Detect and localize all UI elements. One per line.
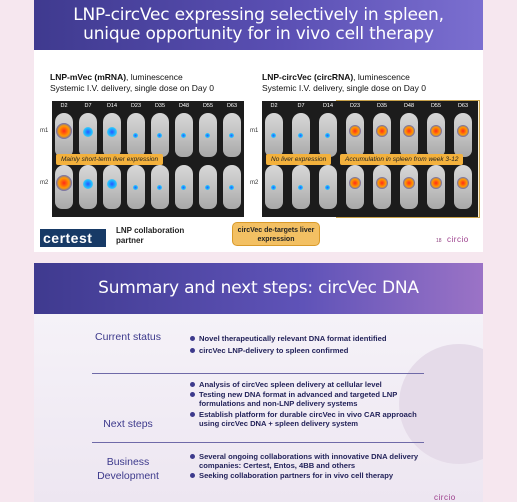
luminescence-spot (181, 185, 186, 190)
right-row-label-m1: m1 (250, 128, 259, 134)
day-label: D2 (60, 103, 68, 109)
mouse-image (55, 113, 73, 157)
luminescence-spot (349, 125, 361, 137)
day-label: D23 (349, 103, 361, 109)
mouse-image (265, 113, 283, 157)
luminescence-spot (403, 125, 415, 137)
slide2-title: Summary and next steps: circVec DNA (34, 263, 483, 314)
day-label: D35 (154, 103, 166, 109)
mouse-image (427, 165, 445, 209)
luminescence-spot (403, 177, 415, 189)
day-label: D63 (457, 103, 469, 109)
right-panel-name: LNP-circVec (circRNA) (262, 72, 354, 82)
mouse-image (223, 113, 241, 157)
right-panel-tag-no-liver: No liver expression (266, 154, 331, 165)
mouse-image (400, 165, 418, 209)
section-divider (92, 373, 424, 374)
section-label-business-development: Business Development (97, 456, 159, 482)
left-panel-heading (50, 72, 214, 94)
section-label-next-steps: Next steps (103, 418, 153, 430)
luminescence-spot (83, 127, 93, 137)
left-panel-name: LNP-mVec (mRNA) (50, 72, 127, 82)
mouse-image (292, 165, 310, 209)
luminescence-spot (56, 175, 72, 191)
luminescence-spot (298, 185, 303, 190)
left-panel-suffix: , luminescence (126, 72, 183, 82)
mouse-image (427, 113, 445, 157)
slide1-title-line1: LNP-circVec expressing selectively in spleen, (73, 5, 444, 25)
section-items-next-steps (190, 380, 424, 428)
list-item: Several ongoing collaborations with innovative DNA delivery companies: Certest, Entos, 4BB and others (190, 452, 430, 470)
day-label: D55 (430, 103, 442, 109)
left-panel-tag: Mainly short-term liver expression (56, 154, 163, 165)
left-panel-subtitle: Systemic I.V. delivery, single dose on Day 0 (50, 83, 214, 93)
mouse-image (127, 113, 145, 157)
mouse-image (151, 113, 169, 157)
right-row-label-m2: m2 (250, 180, 259, 186)
luminescence-spot (205, 185, 210, 190)
day-label: D63 (226, 103, 238, 109)
luminescence-spot (107, 179, 117, 189)
luminescence-spot (107, 127, 117, 137)
mouse-image (103, 113, 121, 157)
day-label: D48 (178, 103, 190, 109)
luminescence-spot (56, 123, 72, 139)
certest-logo: certest (40, 229, 106, 247)
mouse-image (199, 165, 217, 209)
luminescence-spot (376, 125, 388, 137)
right-panel-subtitle: Systemic I.V. delivery, single dose on Day 0 (262, 83, 426, 93)
luminescence-spot (83, 179, 93, 189)
mouse-image (151, 165, 169, 209)
day-label: D55 (202, 103, 214, 109)
circio-brand-logo: circio (447, 235, 469, 244)
luminescence-spot (457, 125, 469, 137)
luminescence-spot (430, 125, 442, 137)
slide1-title-banner (34, 0, 483, 50)
list-item: Seeking collaboration partners for in vivo cell therapy (190, 471, 430, 480)
section-divider (92, 442, 424, 443)
mouse-image (292, 113, 310, 157)
day-label: D35 (376, 103, 388, 109)
logo-caption: LNP collaboration partner (116, 226, 185, 245)
mouse-image (103, 165, 121, 209)
luminescence-spot (271, 133, 276, 138)
list-item: Testing new DNA format in advanced and targeted LNP formulations and non-LNP delivery systems (190, 390, 424, 408)
section-items-current-status (190, 334, 440, 355)
left-row-label-m2: m2 (40, 180, 49, 186)
mouse-image (454, 113, 472, 157)
mouse-image (223, 165, 241, 209)
day-label: D48 (403, 103, 415, 109)
slide-lnp-circvec (34, 0, 483, 252)
mouse-image (265, 165, 283, 209)
mouse-image (199, 113, 217, 157)
mouse-image (346, 113, 364, 157)
list-item: Analysis of circVec spleen delivery at cellular level (190, 380, 424, 389)
luminescence-spot (229, 133, 234, 138)
mouse-image (319, 165, 337, 209)
mouse-image (400, 113, 418, 157)
day-label: D14 (322, 103, 334, 109)
day-label: D14 (106, 103, 118, 109)
page-number: 18 (436, 238, 442, 244)
right-panel-tag-spleen: Accumulation in spleen from week 3-12 (340, 154, 463, 165)
mouse-image (373, 165, 391, 209)
right-panel-heading (262, 72, 426, 94)
luminescence-spot (181, 133, 186, 138)
list-item: Establish platform for durable circVec in vivo CAR approach using circVec DNA + spleen delivery system (190, 410, 424, 428)
mouse-image (55, 165, 73, 209)
day-label: D7 (84, 103, 92, 109)
luminescence-spot (133, 133, 138, 138)
luminescence-spot (457, 177, 469, 189)
section-items-business-development (190, 452, 430, 481)
day-label: D2 (270, 103, 278, 109)
list-item: Novel therapeutically relevant DNA format identified (190, 334, 440, 343)
slide1-title-line2: unique opportunity for in vivo cell therapy (83, 24, 434, 44)
mouse-image (175, 165, 193, 209)
luminescence-spot (349, 177, 361, 189)
luminescence-spot (205, 133, 210, 138)
luminescence-spot (298, 133, 303, 138)
slide-summary (34, 263, 483, 502)
mouse-image (454, 165, 472, 209)
luminescence-spot (271, 185, 276, 190)
luminescence-spot (229, 185, 234, 190)
luminescence-spot (325, 133, 330, 138)
luminescence-spot (157, 133, 162, 138)
luminescence-spot (376, 177, 388, 189)
section-label-current-status: Current status (95, 331, 161, 343)
mouse-image (175, 113, 193, 157)
day-label: D23 (130, 103, 142, 109)
mouse-image (79, 113, 97, 157)
right-panel-suffix: , luminescence (353, 72, 410, 82)
circio-brand-logo: circio (434, 493, 456, 502)
luminescence-spot (157, 185, 162, 190)
mouse-image (319, 113, 337, 157)
luminescence-spot (133, 185, 138, 190)
luminescence-spot (430, 177, 442, 189)
mouse-image (79, 165, 97, 209)
luminescence-spot (325, 185, 330, 190)
left-row-label-m1: m1 (40, 128, 49, 134)
slide2-body (34, 314, 483, 502)
mouse-image (127, 165, 145, 209)
mouse-image (373, 113, 391, 157)
mouse-image (346, 165, 364, 209)
de-targets-callout: circVec de-targets liver expression (232, 222, 320, 246)
day-label: D7 (297, 103, 305, 109)
list-item: circVec LNP-delivery to spleen confirmed (190, 346, 440, 355)
